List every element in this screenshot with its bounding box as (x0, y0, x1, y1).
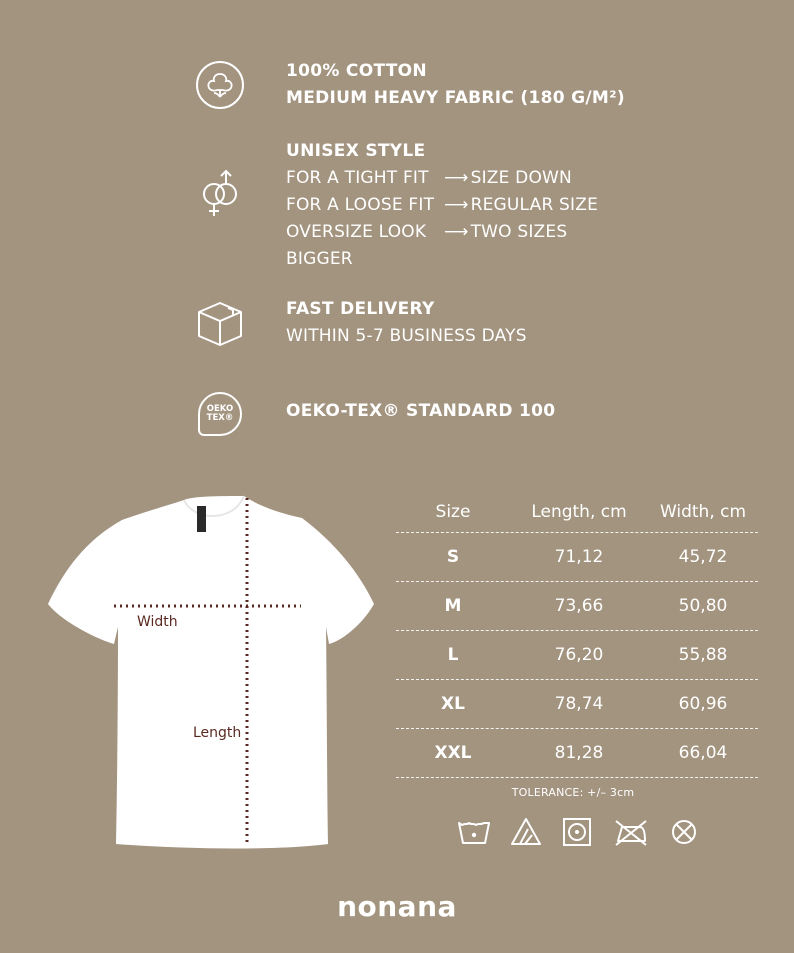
feature-delivery-text (286, 296, 527, 350)
arrow-icon: ⟶ (444, 168, 469, 188)
tshirt-shape (48, 496, 374, 849)
table-row (396, 582, 758, 631)
length-cell: 71,12 (554, 547, 604, 567)
fit-label: FOR A TIGHT FIT (286, 168, 429, 188)
length-cell: 81,28 (554, 743, 604, 763)
tolerance-note: TOLERANCE: +/– 3cm (511, 786, 635, 799)
length-cell: 76,20 (554, 645, 604, 665)
table-row (396, 680, 758, 729)
fit-value: REGULAR SIZE (470, 195, 599, 215)
header-size: Size (435, 502, 471, 522)
feature-subtitle: WITHIN 5-7 BUSINESS DAYS (286, 326, 527, 346)
bleach-icon (509, 815, 543, 849)
arrow-icon: ⟶ (444, 222, 469, 242)
table-row (396, 631, 758, 680)
tshirt-tag (197, 506, 206, 532)
width-cell: 60,96 (678, 694, 728, 714)
brand-logo: nonana (337, 890, 457, 923)
tumble-dry-icon (560, 815, 594, 849)
table-row (396, 729, 758, 778)
size-cell: M (444, 596, 462, 616)
feature-title: FAST DELIVERY (286, 299, 435, 319)
size-cell: XL (441, 694, 465, 714)
feature-unisex-text (286, 138, 598, 273)
feature-title: 100% COTTON (286, 61, 427, 81)
oeko-tex-badge-icon (198, 392, 242, 436)
badge-line: TEX® (206, 413, 234, 423)
length-cell: 73,66 (554, 596, 604, 616)
length-cell: 78,74 (554, 694, 604, 714)
feature-oeko-text (286, 398, 555, 425)
wash-30-icon (457, 815, 491, 849)
table-row (396, 533, 758, 582)
width-cell: 50,80 (678, 596, 728, 616)
fit-extra: BIGGER (286, 249, 353, 269)
fit-value: TWO SIZES (470, 222, 568, 242)
width-cell: 66,04 (678, 743, 728, 763)
size-cell: L (447, 645, 459, 665)
fit-value: SIZE DOWN (470, 168, 572, 188)
fit-row (286, 219, 598, 246)
table-header-row (396, 492, 758, 533)
tshirt-diagram (44, 492, 378, 852)
size-cell: S (446, 547, 460, 567)
gender-symbol-icon (195, 168, 245, 218)
feature-subtitle: MEDIUM HEAVY FABRIC (180 G/M²) (286, 88, 625, 108)
fit-label: OVERSIZE LOOK (286, 222, 427, 242)
length-label: Length (193, 725, 242, 741)
feature-cotton-text (286, 58, 625, 112)
width-cell: 45,72 (678, 547, 728, 567)
width-cell: 55,88 (678, 645, 728, 665)
badge-line: OEKO (206, 404, 234, 414)
width-label: Width (137, 614, 178, 630)
feature-title: OEKO-TEX® STANDARD 100 (286, 401, 556, 421)
cotton-flower-icon (195, 60, 245, 110)
size-cell: XXL (434, 743, 472, 763)
size-table (396, 492, 758, 778)
fit-row (286, 192, 598, 219)
fit-row (286, 165, 598, 192)
feature-title: UNISEX STYLE (286, 141, 426, 161)
no-iron-icon (614, 815, 648, 849)
package-box-icon (195, 298, 245, 348)
header-length: Length, cm (531, 502, 627, 522)
fit-label: FOR A LOOSE FIT (286, 195, 435, 215)
header-width: Width, cm (659, 502, 747, 522)
no-dry-clean-icon (667, 815, 701, 849)
arrow-icon: ⟶ (444, 195, 469, 215)
